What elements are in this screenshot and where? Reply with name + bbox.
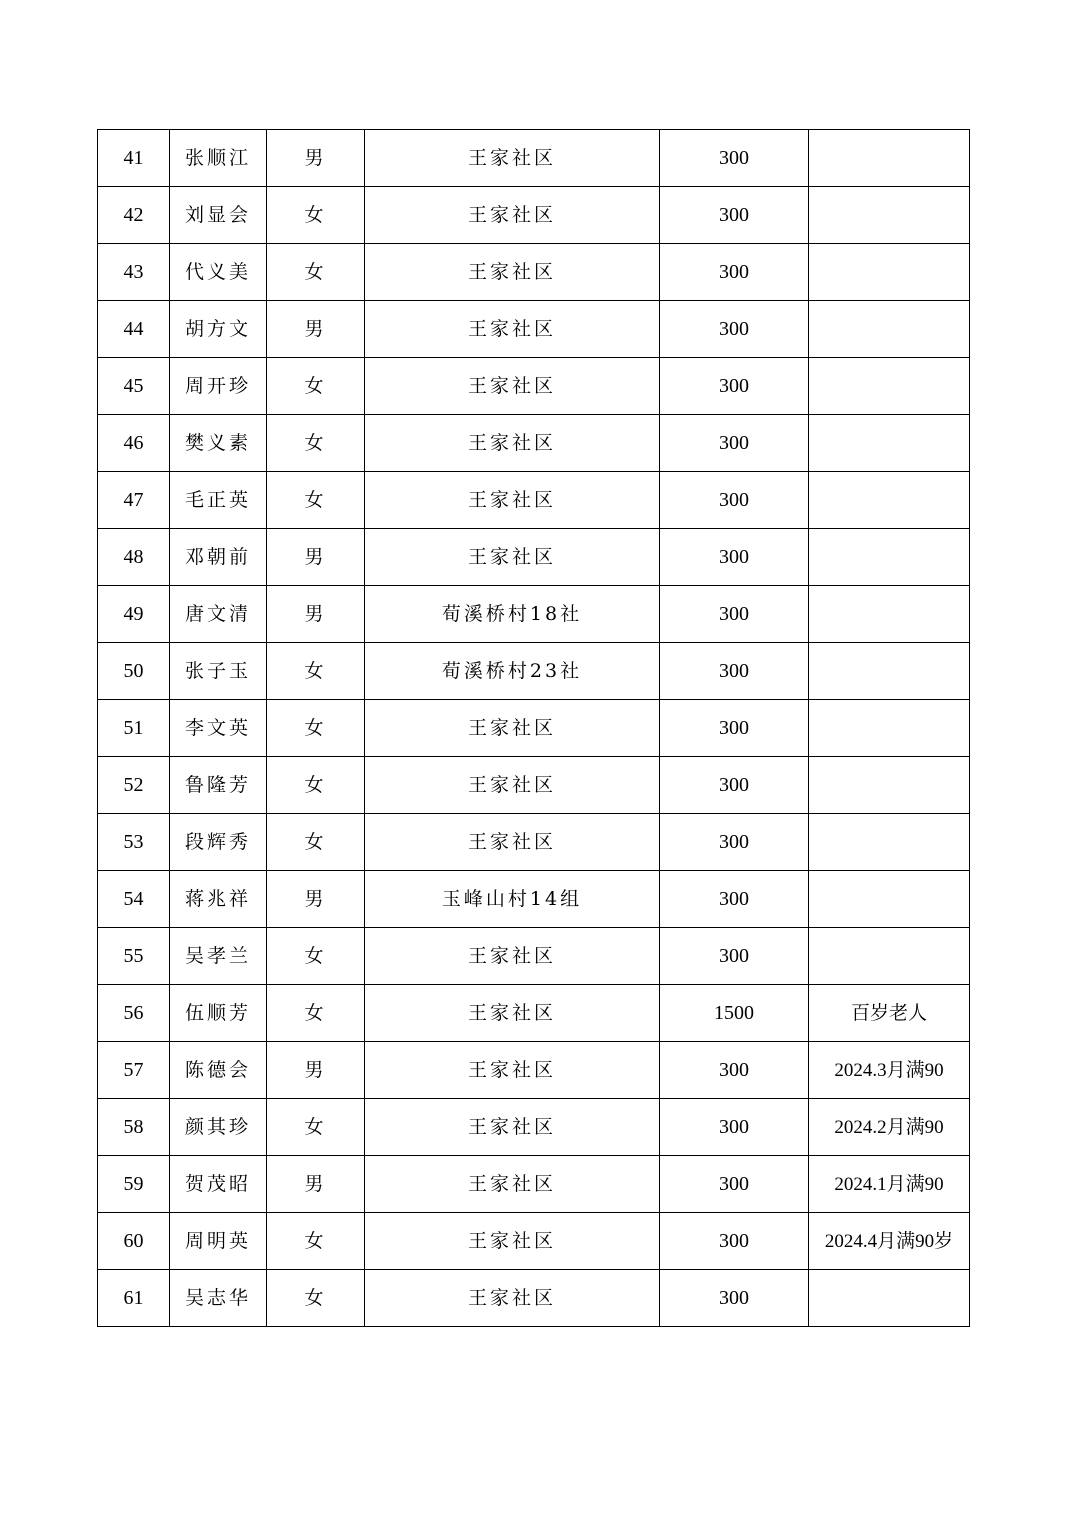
row-number-cell: 51 [98, 700, 170, 757]
row-number-cell: 52 [98, 757, 170, 814]
address-cell: 王家社区 [365, 985, 660, 1042]
note-cell [809, 187, 970, 244]
name-cell: 代义美 [170, 244, 267, 301]
address-cell: 王家社区 [365, 358, 660, 415]
row-number-cell: 53 [98, 814, 170, 871]
name-cell: 毛正英 [170, 472, 267, 529]
row-number-cell: 45 [98, 358, 170, 415]
amount-cell: 300 [660, 1042, 809, 1099]
address-cell: 王家社区 [365, 415, 660, 472]
row-number-cell: 46 [98, 415, 170, 472]
table-row [98, 586, 970, 643]
name-cell: 吴志华 [170, 1270, 267, 1327]
gender-cell: 男 [267, 1042, 365, 1099]
name-cell: 张子玉 [170, 643, 267, 700]
gender-cell: 男 [267, 586, 365, 643]
address-cell: 王家社区 [365, 1042, 660, 1099]
gender-cell: 男 [267, 1156, 365, 1213]
gender-cell: 男 [267, 871, 365, 928]
amount-cell: 300 [660, 1099, 809, 1156]
address-cell: 王家社区 [365, 1213, 660, 1270]
name-cell: 李文英 [170, 700, 267, 757]
table-row [98, 643, 970, 700]
amount-cell: 300 [660, 358, 809, 415]
amount-cell: 300 [660, 130, 809, 187]
name-cell: 邓朝前 [170, 529, 267, 586]
address-cell: 王家社区 [365, 814, 660, 871]
gender-cell: 男 [267, 529, 365, 586]
gender-cell: 女 [267, 643, 365, 700]
note-cell: 2024.2月满90 [809, 1099, 970, 1156]
gender-cell: 女 [267, 358, 365, 415]
address-cell: 王家社区 [365, 244, 660, 301]
address-cell: 王家社区 [365, 1156, 660, 1213]
address-cell: 王家社区 [365, 130, 660, 187]
gender-cell: 男 [267, 301, 365, 358]
amount-cell: 300 [660, 244, 809, 301]
note-cell: 2024.4月满90岁 [809, 1213, 970, 1270]
note-cell [809, 643, 970, 700]
note-cell: 百岁老人 [809, 985, 970, 1042]
note-cell: 2024.1月满90 [809, 1156, 970, 1213]
table-row [98, 358, 970, 415]
name-cell: 樊义素 [170, 415, 267, 472]
address-cell: 王家社区 [365, 1270, 660, 1327]
note-cell [809, 130, 970, 187]
name-cell: 陈德会 [170, 1042, 267, 1099]
row-number-cell: 57 [98, 1042, 170, 1099]
name-cell: 胡方文 [170, 301, 267, 358]
gender-cell: 女 [267, 244, 365, 301]
table-body [98, 130, 970, 1327]
elderly-subsidy-table [97, 129, 970, 1327]
table-row [98, 1156, 970, 1213]
amount-cell: 300 [660, 415, 809, 472]
name-cell: 蒋兆祥 [170, 871, 267, 928]
table-row [98, 244, 970, 301]
table-row [98, 301, 970, 358]
note-cell [809, 415, 970, 472]
row-number-cell: 49 [98, 586, 170, 643]
row-number-cell: 56 [98, 985, 170, 1042]
note-cell [809, 757, 970, 814]
gender-cell: 男 [267, 130, 365, 187]
name-cell: 贺茂昭 [170, 1156, 267, 1213]
row-number-cell: 59 [98, 1156, 170, 1213]
note-cell [809, 244, 970, 301]
row-number-cell: 50 [98, 643, 170, 700]
amount-cell: 300 [660, 1156, 809, 1213]
row-number-cell: 58 [98, 1099, 170, 1156]
address-cell: 王家社区 [365, 529, 660, 586]
amount-cell: 1500 [660, 985, 809, 1042]
address-cell: 王家社区 [365, 301, 660, 358]
name-cell: 鲁隆芳 [170, 757, 267, 814]
name-cell: 刘显会 [170, 187, 267, 244]
table-row [98, 187, 970, 244]
note-cell [809, 700, 970, 757]
name-cell: 张顺江 [170, 130, 267, 187]
note-cell [809, 814, 970, 871]
address-cell: 王家社区 [365, 187, 660, 244]
note-cell [809, 928, 970, 985]
amount-cell: 300 [660, 928, 809, 985]
table-row [98, 1042, 970, 1099]
gender-cell: 女 [267, 415, 365, 472]
name-cell: 伍顺芳 [170, 985, 267, 1042]
name-cell: 颜其珍 [170, 1099, 267, 1156]
amount-cell: 300 [660, 643, 809, 700]
table-row [98, 1213, 970, 1270]
table-row [98, 871, 970, 928]
note-cell [809, 586, 970, 643]
name-cell: 周明英 [170, 1213, 267, 1270]
row-number-cell: 42 [98, 187, 170, 244]
gender-cell: 女 [267, 700, 365, 757]
gender-cell: 女 [267, 928, 365, 985]
amount-cell: 300 [660, 1213, 809, 1270]
table-row [98, 1099, 970, 1156]
address-cell: 王家社区 [365, 472, 660, 529]
row-number-cell: 43 [98, 244, 170, 301]
row-number-cell: 60 [98, 1213, 170, 1270]
table-row [98, 130, 970, 187]
note-cell [809, 358, 970, 415]
note-cell [809, 1270, 970, 1327]
table-row [98, 757, 970, 814]
address-cell: 王家社区 [365, 757, 660, 814]
address-cell: 荀溪桥村23社 [365, 643, 660, 700]
table-row [98, 814, 970, 871]
table-row [98, 472, 970, 529]
row-number-cell: 61 [98, 1270, 170, 1327]
gender-cell: 女 [267, 814, 365, 871]
note-cell: 2024.3月满90 [809, 1042, 970, 1099]
address-cell: 王家社区 [365, 700, 660, 757]
name-cell: 唐文清 [170, 586, 267, 643]
row-number-cell: 44 [98, 301, 170, 358]
table-row [98, 985, 970, 1042]
name-cell: 段辉秀 [170, 814, 267, 871]
row-number-cell: 48 [98, 529, 170, 586]
amount-cell: 300 [660, 529, 809, 586]
amount-cell: 300 [660, 757, 809, 814]
row-number-cell: 47 [98, 472, 170, 529]
address-cell: 荀溪桥村18社 [365, 586, 660, 643]
amount-cell: 300 [660, 472, 809, 529]
table-row [98, 1270, 970, 1327]
row-number-cell: 55 [98, 928, 170, 985]
note-cell [809, 529, 970, 586]
amount-cell: 300 [660, 1270, 809, 1327]
amount-cell: 300 [660, 301, 809, 358]
gender-cell: 女 [267, 757, 365, 814]
note-cell [809, 301, 970, 358]
amount-cell: 300 [660, 586, 809, 643]
amount-cell: 300 [660, 871, 809, 928]
table-row [98, 529, 970, 586]
amount-cell: 300 [660, 700, 809, 757]
table-row [98, 928, 970, 985]
address-cell: 王家社区 [365, 928, 660, 985]
amount-cell: 300 [660, 187, 809, 244]
table-row [98, 700, 970, 757]
name-cell: 周开珍 [170, 358, 267, 415]
table-row [98, 415, 970, 472]
gender-cell: 女 [267, 1270, 365, 1327]
address-cell: 玉峰山村14组 [365, 871, 660, 928]
gender-cell: 女 [267, 187, 365, 244]
amount-cell: 300 [660, 814, 809, 871]
name-cell: 吴孝兰 [170, 928, 267, 985]
address-cell: 王家社区 [365, 1099, 660, 1156]
row-number-cell: 54 [98, 871, 170, 928]
note-cell [809, 871, 970, 928]
gender-cell: 女 [267, 472, 365, 529]
note-cell [809, 472, 970, 529]
row-number-cell: 41 [98, 130, 170, 187]
gender-cell: 女 [267, 1099, 365, 1156]
gender-cell: 女 [267, 985, 365, 1042]
gender-cell: 女 [267, 1213, 365, 1270]
